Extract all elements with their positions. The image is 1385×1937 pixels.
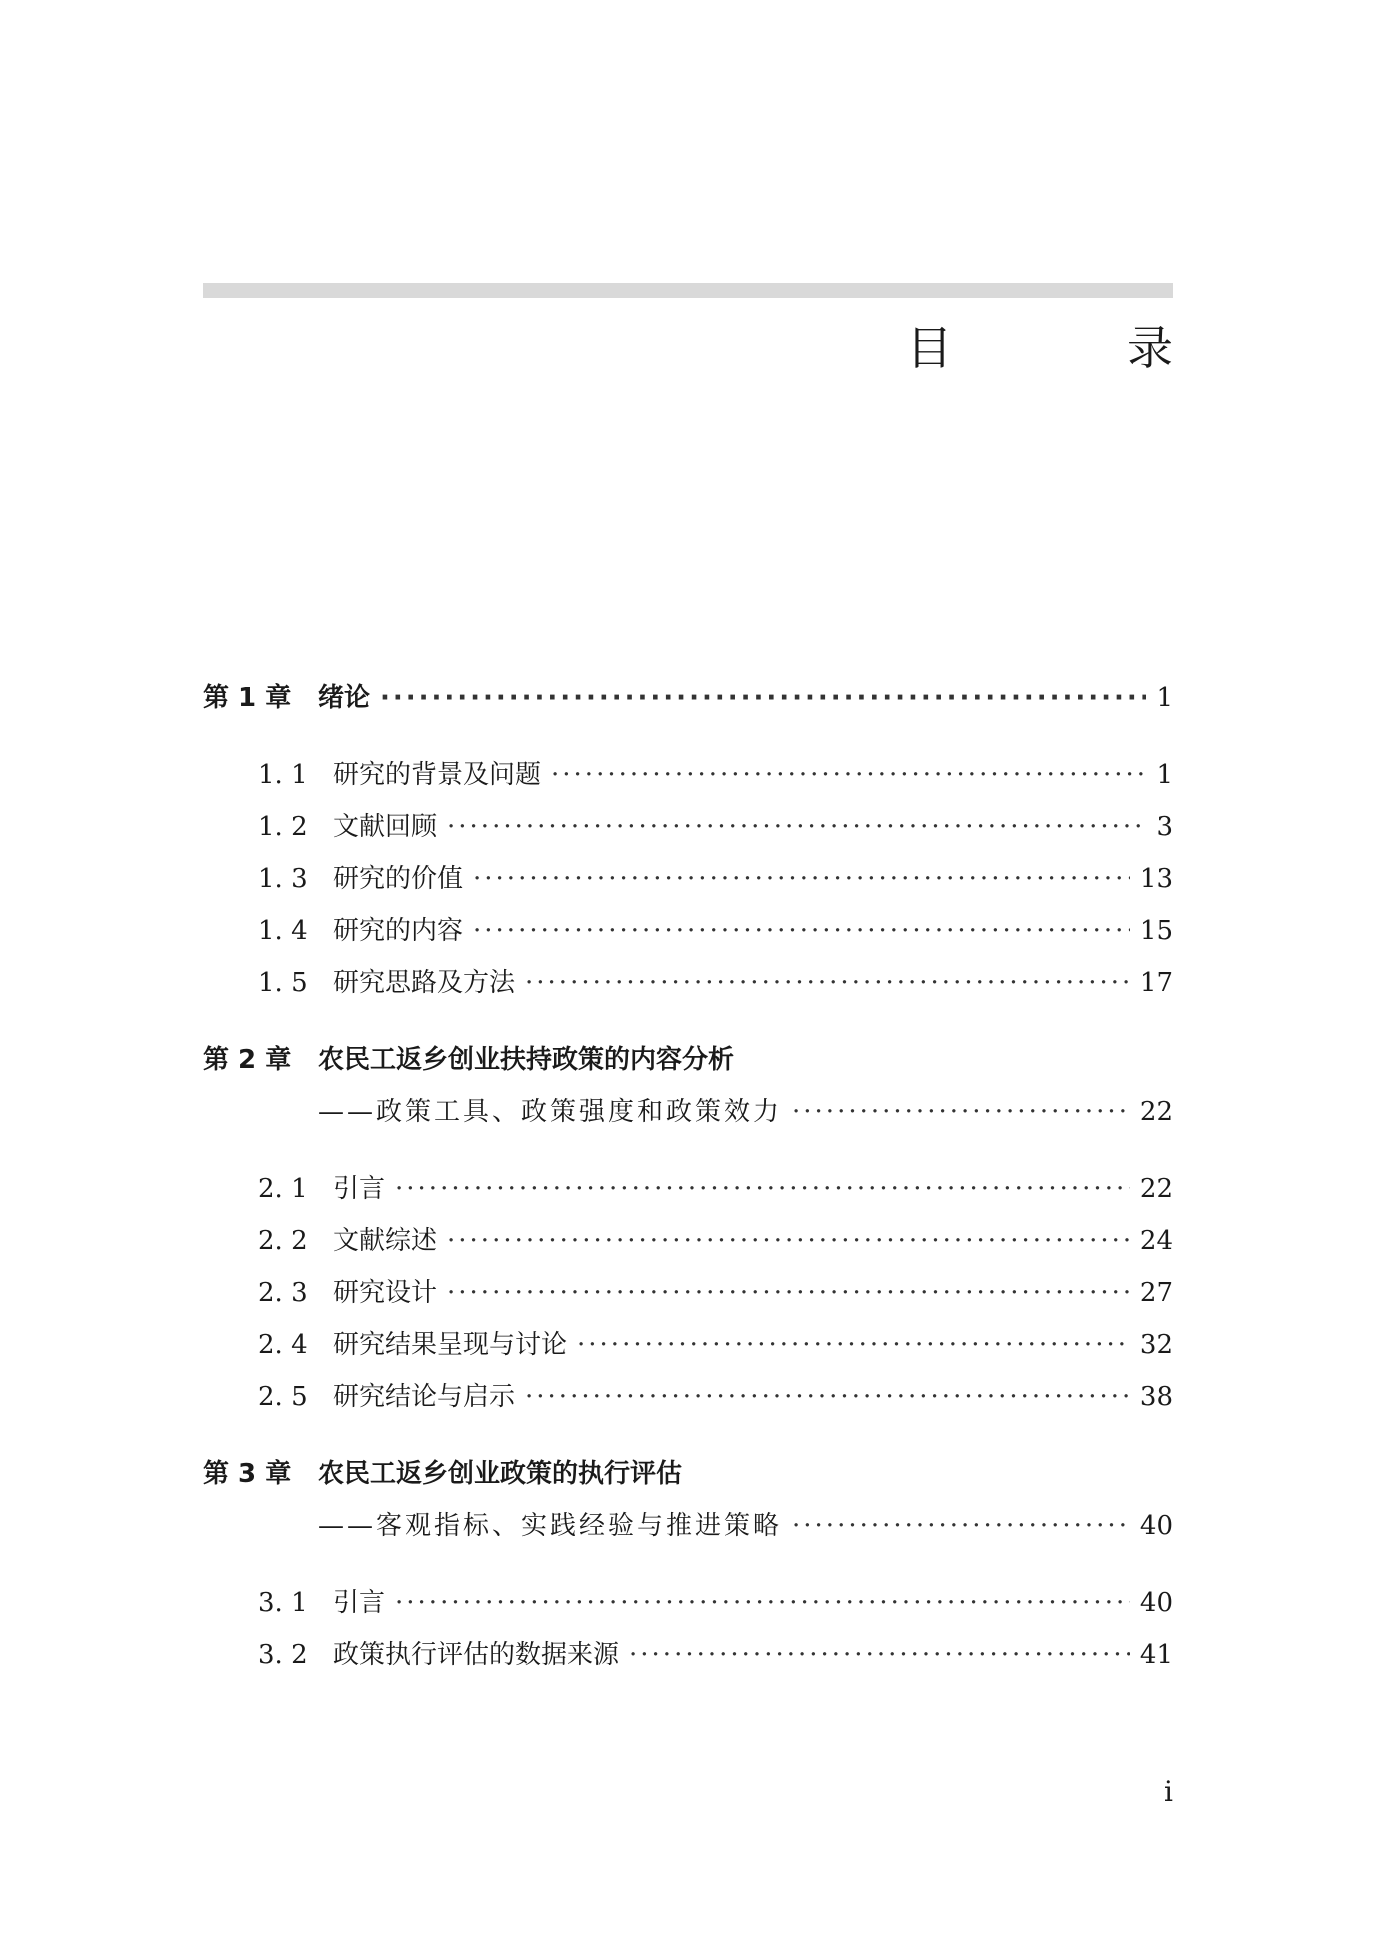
folio-page-number: i	[1164, 1775, 1173, 1808]
section-entry[interactable]	[203, 1267, 1173, 1319]
page-number: 1	[1156, 683, 1173, 713]
section-title: 政策执行评估的数据来源	[333, 1640, 620, 1670]
page-number: 24	[1139, 1226, 1173, 1256]
section-entry[interactable]	[203, 1577, 1173, 1629]
chapter-2-sections	[203, 1163, 1173, 1423]
dot-leader	[395, 1577, 1130, 1629]
page-number: 3	[1156, 812, 1173, 842]
page-number: 40	[1139, 1511, 1173, 1541]
chapter-subtitle: ——政策工具、政策强度和政策效力	[318, 1097, 783, 1127]
header-rule	[203, 283, 1173, 298]
dot-leader	[525, 957, 1130, 1009]
section-entry[interactable]	[203, 801, 1173, 853]
chapter-1-entry[interactable]	[203, 672, 1173, 724]
chapter-3-sections	[203, 1577, 1173, 1681]
section-title: 研究的背景及问题	[333, 760, 542, 790]
chapter-2-entry[interactable]	[203, 1034, 1173, 1086]
chapter-1-sections	[203, 749, 1173, 1009]
dot-leader	[577, 1319, 1130, 1371]
chapter-number: 第 1 章	[203, 683, 292, 713]
section-number: 3. 2	[258, 1640, 308, 1670]
section-title: 文献回顾	[333, 812, 438, 842]
dot-leader	[792, 1086, 1130, 1138]
section-entry[interactable]	[203, 1163, 1173, 1215]
dot-leader	[551, 749, 1146, 801]
chapter-3-subtitle-entry[interactable]	[203, 1500, 1173, 1552]
section-number: 2. 2	[258, 1226, 308, 1256]
table-of-contents	[203, 672, 1173, 1706]
section-number: 1. 1	[258, 760, 308, 790]
dot-leader	[629, 1629, 1130, 1681]
section-title: 研究设计	[333, 1278, 438, 1308]
section-number: 2. 4	[258, 1330, 308, 1360]
section-title: 文献综述	[333, 1226, 438, 1256]
dot-leader	[473, 853, 1130, 905]
page-number: 22	[1139, 1097, 1173, 1127]
chapter-number: 第 2 章	[203, 1045, 292, 1075]
dot-leader	[792, 1500, 1130, 1552]
page-title: 目 录	[906, 321, 1253, 375]
section-number: 3. 1	[258, 1588, 308, 1618]
chapter-title: 绪论	[318, 683, 371, 713]
chapter-3	[203, 1448, 1173, 1681]
section-title: 研究的内容	[333, 916, 464, 946]
dot-leader	[395, 1163, 1130, 1215]
dot-leader	[525, 1371, 1130, 1423]
section-number: 2. 1	[258, 1174, 308, 1204]
section-entry[interactable]	[203, 1215, 1173, 1267]
section-number: 1. 3	[258, 864, 308, 894]
section-number: 2. 3	[258, 1278, 308, 1308]
section-title: 研究的价值	[333, 864, 464, 894]
section-number: 1. 4	[258, 916, 308, 946]
chapter-1	[203, 672, 1173, 1009]
dot-leader	[447, 1267, 1130, 1319]
dot-leader	[473, 905, 1130, 957]
section-entry[interactable]	[203, 1319, 1173, 1371]
page-number: 32	[1139, 1330, 1173, 1360]
section-number: 2. 5	[258, 1382, 308, 1412]
section-entry[interactable]	[203, 905, 1173, 957]
section-title: 引言	[333, 1174, 386, 1204]
section-title: 引言	[333, 1588, 386, 1618]
dot-leader	[447, 1215, 1130, 1267]
page-number: 27	[1139, 1278, 1173, 1308]
section-title: 研究思路及方法	[333, 968, 516, 998]
section-title: 研究结果呈现与讨论	[333, 1330, 568, 1360]
section-number: 1. 2	[258, 812, 308, 842]
page-number: 1	[1156, 760, 1173, 790]
section-title: 研究结论与启示	[333, 1382, 516, 1412]
dot-leader	[380, 672, 1146, 724]
page-number: 38	[1139, 1382, 1173, 1412]
section-entry[interactable]	[203, 957, 1173, 1009]
page-number: 17	[1139, 968, 1173, 998]
section-entry[interactable]	[203, 853, 1173, 905]
page-number: 41	[1139, 1640, 1173, 1670]
chapter-3-entry[interactable]	[203, 1448, 1173, 1500]
page-number: 22	[1139, 1174, 1173, 1204]
chapter-2	[203, 1034, 1173, 1423]
chapter-subtitle: ——客观指标、实践经验与推进策略	[318, 1511, 783, 1541]
chapter-2-subtitle-entry[interactable]	[203, 1086, 1173, 1138]
page-number: 40	[1139, 1588, 1173, 1618]
section-entry[interactable]	[203, 1629, 1173, 1681]
chapter-title: 农民工返乡创业政策的执行评估	[318, 1459, 683, 1489]
page-number: 15	[1139, 916, 1173, 946]
section-entry[interactable]	[203, 749, 1173, 801]
page-number: 13	[1139, 864, 1173, 894]
section-number: 1. 5	[258, 968, 308, 998]
dot-leader	[447, 801, 1146, 853]
section-entry[interactable]	[203, 1371, 1173, 1423]
chapter-number: 第 3 章	[203, 1459, 292, 1489]
chapter-title: 农民工返乡创业扶持政策的内容分析	[318, 1045, 735, 1075]
